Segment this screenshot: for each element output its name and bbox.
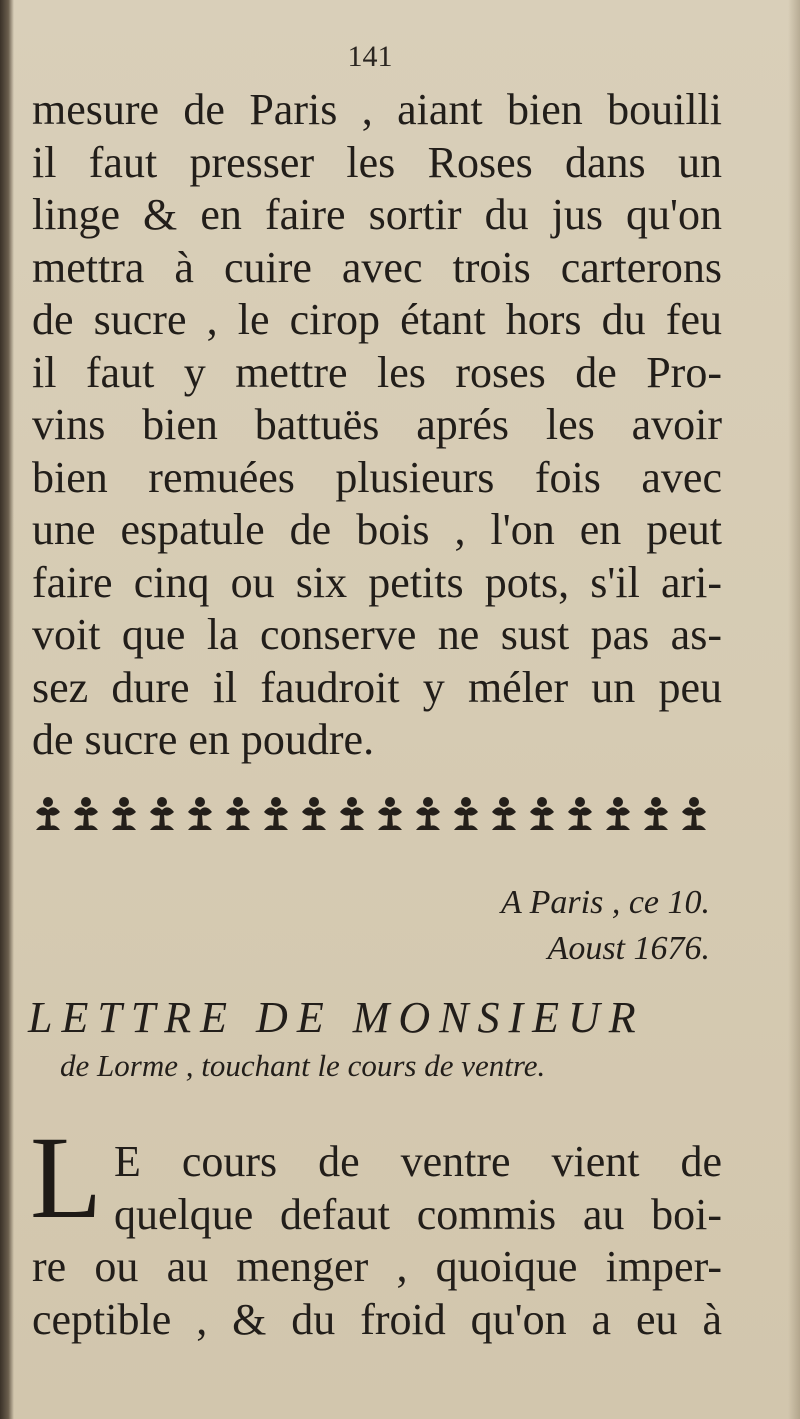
text-line: linge & en faire sortir du jus qu'on	[32, 190, 722, 239]
text-line: il faut y mettre les roses de Pro-	[32, 347, 722, 397]
text-line: de sucre en poudre.	[32, 715, 375, 764]
text-line: voit que la conserve ne sust pas as-	[32, 610, 722, 659]
page-number: 141	[347, 40, 393, 73]
text-line: une espatule de bois , l'on en peut	[32, 505, 722, 554]
text-line: il faut presser les Roses dans un	[32, 137, 722, 187]
dateline	[380, 880, 710, 972]
dateline-place: A Paris , ce 10.	[500, 884, 710, 921]
text-line: mesure de Paris , aiant bien bouilli	[32, 85, 722, 134]
dateline-date: Aoust 1676.	[547, 930, 710, 967]
drop-cap: L	[30, 1112, 103, 1243]
letter-subtitle: de Lorme , touchant le cours de ventre.	[60, 1048, 546, 1083]
text-line: faire cinq ou six petits pots, s'il ari-	[32, 557, 722, 607]
text-line: mettra à cuire avec trois carterons	[32, 242, 722, 292]
text-line: E cours de ventre vient de	[114, 1137, 722, 1186]
text-line: re ou au menger , quoique imper-	[32, 1242, 722, 1291]
letter-text	[32, 1136, 722, 1346]
page-edge-shadow	[788, 0, 800, 1419]
text-line: vins bien battuës aprés les avoir	[32, 400, 722, 449]
letter-title: LETTRE DE MONSIEUR	[28, 993, 645, 1042]
book-spine-shadow	[0, 0, 14, 1419]
text-line: quelque defaut commis au boi-	[114, 1189, 722, 1239]
recipe-text	[32, 84, 722, 767]
text-line: sez dure il faudroit y méler un peu	[32, 662, 722, 712]
text-line: de sucre , le cirop étant hors du feu	[32, 295, 722, 344]
text-line: bien remuées plusieurs fois avec	[32, 452, 722, 502]
text-line: ceptible , & du froid qu'on a eu à	[32, 1294, 722, 1344]
ornament-border	[30, 790, 710, 840]
